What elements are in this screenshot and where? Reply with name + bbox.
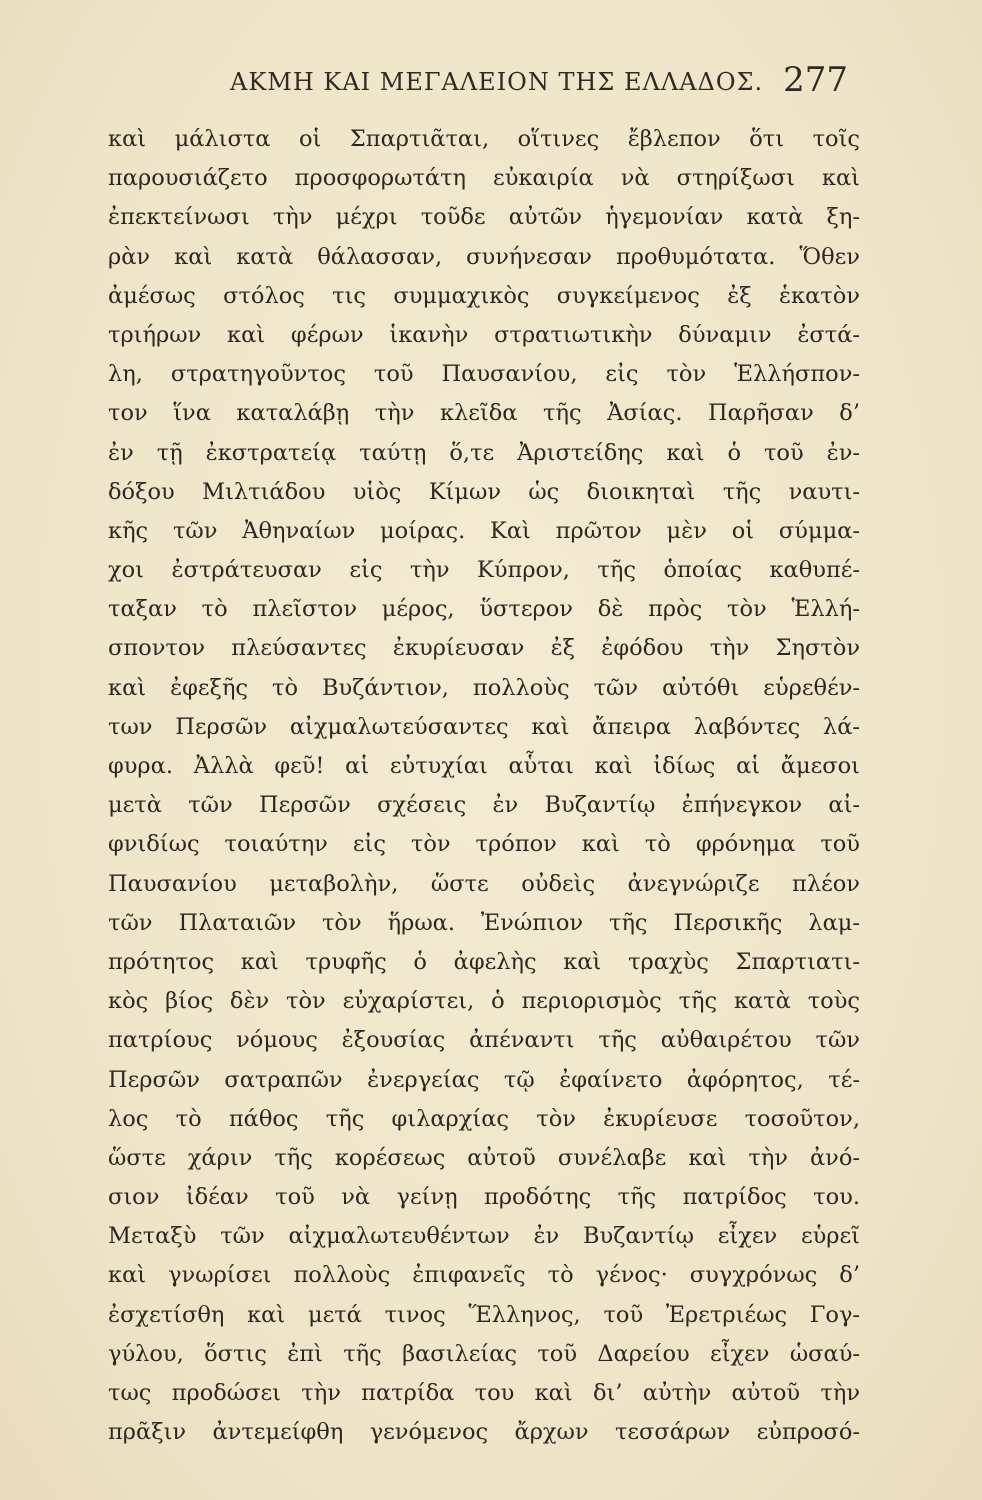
text-line: τριήρων καὶ φέρων ἱκανὴν στρατιωτικὴν δύναμιν ἐστά- <box>108 321 860 348</box>
text-line: τῶν Πλαταιῶν τὸν ἥρωα. Ἐνώπιον τῆς Περσικῆς λαμ- <box>108 909 860 936</box>
text-line: Περσῶν σατραπῶν ἐνεργείας τῷ ἐφαίνετο ἀφόρητος, τέ- <box>108 1066 860 1093</box>
text-line: κῆς τῶν Ἀθηναίων μοίρας. Καὶ πρῶτον μὲν οἱ σύμμα- <box>108 517 860 544</box>
text-line: μετὰ τῶν Περσῶν σχέσεις ἐν Βυζαντίῳ ἐπήνεγκον αἰ- <box>108 792 860 819</box>
text-line: σιον ἰδέαν τοῦ νὰ γείνῃ προδότης τῆς πατρίδος του. <box>108 1184 860 1211</box>
text-line: ἐσχετίσθη καὶ μετά τινος Ἕλληνος, τοῦ Ἐρετριέως Γογ- <box>108 1301 860 1328</box>
text-line: Μεταξὺ τῶν αἰχμαλωτευθέντων ἐν Βυζαντίῳ εἶχεν εὑρεῖ <box>108 1223 860 1250</box>
text-line: καὶ γνωρίσει πολλοὺς ἐπιφανεῖς τὸ γένος· συγχρόνως δ’ <box>108 1262 860 1289</box>
text-line: λη, στρατηγοῦντος τοῦ Παυσανίου, εἰς τὸν Ἑλλήσπον- <box>108 361 860 388</box>
body-text <box>108 120 860 1452</box>
running-title: ΑΚΜΗ ΚΑΙ ΜΕΓΑΛΕΙΟΝ ΤΗΣ ΕΛΛΑΔΟΣ. <box>230 68 764 96</box>
text-line: καὶ ἐφεξῆς τὸ Βυζάντιον, πολλοὺς τῶν αὐτόθι εὑρεθέν- <box>108 674 860 701</box>
text-line: γύλου, ὅστις ἐπὶ τῆς βασιλείας τοῦ Δαρείου εἶχεν ὡσαύ- <box>108 1340 860 1367</box>
text-line: των Περσῶν αἰχμαλωτεύσαντες καὶ ἄπειρα λαβόντες λά- <box>108 713 860 740</box>
text-line: κὸς βίος δὲν τὸν εὐχαρίστει, ὁ περιορισμὸς τῆς κατὰ τοὺς <box>108 988 860 1015</box>
text-line: ἐν τῇ ἐκστρατείᾳ ταύτῃ ὅ,τε Ἀριστείδης καὶ ὁ τοῦ ἐν- <box>108 439 860 466</box>
page-number: 277 <box>783 60 848 100</box>
text-line: πρότητος καὶ τρυφῆς ὁ ἀφελὴς καὶ τραχὺς Σπαρτιατι- <box>108 948 860 975</box>
text-line: Παυσανίου μεταβολὴν, ὥστε οὐδεὶς ἀνεγνώριζε πλέον <box>108 870 860 897</box>
text-line: χοι ἐστράτευσαν εἰς τὴν Κύπρον, τῆς ὁποίας καθυπέ- <box>108 557 860 584</box>
text-line: λος τὸ πάθος τῆς φιλαρχίας τὸν ἐκυρίευσε τοσοῦτον, <box>108 1105 860 1132</box>
text-line: πρᾶξιν ἀντεμείφθη γενόμενος ἄρχων τεσσάρων εὐπροσό- <box>108 1419 860 1446</box>
text-line: ὥστε χάριν τῆς κορέσεως αὐτοῦ συνέλαβε καὶ τὴν ἀνό- <box>108 1144 860 1171</box>
text-line: ἀμέσως στόλος τις συμμαχικὸς συγκείμενος ἐξ ἑκατὸν <box>108 282 860 309</box>
page-header <box>100 58 860 108</box>
text-line: τως προδώσει τὴν πατρίδα του καὶ δι’ αὐτὴν αὐτοῦ τὴν <box>108 1380 860 1406</box>
text-line: καὶ μάλιστα οἱ Σπαρτιᾶται, οἵτινες ἔβλεπον ὅτι τοῖς <box>108 126 860 152</box>
text-line: ρὰν καὶ κατὰ θάλασσαν, συνήνεσαν προθυμότατα. Ὅθεν <box>108 243 860 270</box>
text-line: ταξαν τὸ πλεῖστον μέρος, ὕστερον δὲ πρὸς τὸν Ἑλλή- <box>108 596 860 623</box>
text-line: ἐπεκτείνωσι τὴν μέχρι τοῦδε αὐτῶν ἡγεμονίαν κατὰ ξη- <box>108 204 860 231</box>
text-line: παρουσιάζετο προσφορωτάτη εὐκαιρία νὰ στηρίξωσι καὶ <box>108 165 860 192</box>
text-line: πατρίους νόμους ἐξουσίας ἀπέναντι τῆς αὐθαιρέτου τῶν <box>108 1027 860 1054</box>
text-line: δόξου Μιλτιάδου υἱὸς Κίμων ὡς διοικηταὶ τῆς ναυτι- <box>108 478 860 505</box>
text-line: τον ἵνα καταλάβῃ τὴν κλεῖδα τῆς Ἀσίας. Παρῆσαν δ’ <box>108 400 860 427</box>
text-line: σποντον πλεύσαντες ἐκυρίευσαν ἐξ ἐφόδου τὴν Σηστὸν <box>108 635 860 662</box>
text-line: φυρα. Ἀλλὰ φεῦ! αἱ εὐτυχίαι αὗται καὶ ἰδίως αἱ ἄμεσοι <box>108 753 860 779</box>
text-line: φνιδίως τοιαύτην εἰς τὸν τρόπον καὶ τὸ φρόνημα τοῦ <box>108 831 860 858</box>
